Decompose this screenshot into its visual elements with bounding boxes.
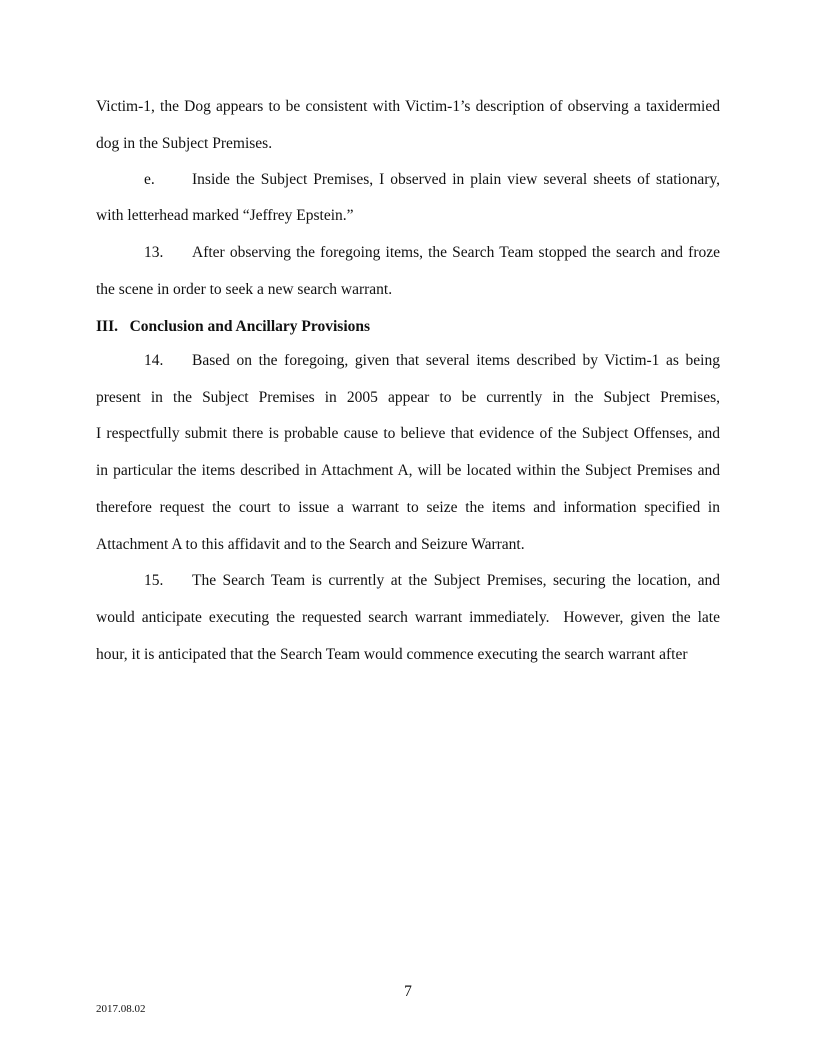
para-15-text: The Search Team is currently at the Subject Premises, securing the location, and xyxy=(192,572,720,589)
para-13-number: 13. xyxy=(144,244,164,261)
page-number: 7 xyxy=(404,983,412,1000)
para-13-text: After observing the foregoing items, the Search Team stopped the search and froze xyxy=(192,244,720,261)
para-14-line-4: in particular the items described in Attachment A, will be located within the Subject Premises and xyxy=(96,462,720,479)
para-15-line-2: would anticipate executing the requested search warrant immediately. However, given the late xyxy=(96,609,720,626)
para-14-line-5: therefore request the court to issue a warrant to seize the items and information specified in xyxy=(96,499,720,516)
para-14-line-1 xyxy=(96,351,720,371)
document-version-code: 2017.08.02 xyxy=(96,1003,146,1015)
item-e-line-2: with letterhead marked “Jeffrey Epstein.” xyxy=(96,207,354,224)
para-15-line-3: hour, it is anticipated that the Search Team would commence executing the search warrant after xyxy=(96,646,688,663)
item-e-label: e. xyxy=(144,171,155,188)
continuation-line-2: dog in the Subject Premises. xyxy=(96,135,273,152)
para-15-number: 15. xyxy=(144,572,164,589)
continuation-line-1: Victim-1, the Dog appears to be consistent with Victim-1’s description of observing a taxidermied xyxy=(96,98,720,115)
para-14-line-6: Attachment A to this affidavit and to the Search and Seizure Warrant. xyxy=(96,536,525,553)
para-14-text: Based on the foregoing, given that several items described by Victim-1 as being xyxy=(192,352,720,369)
para-13-line-2: the scene in order to seek a new search warrant. xyxy=(96,281,393,298)
para-13-line-1 xyxy=(96,243,720,263)
para-14-number: 14. xyxy=(144,352,164,369)
para-14-line-2: present in the Subject Premises in 2005 appear to be currently in the Subject Premises, xyxy=(96,389,720,406)
item-e-line-1 xyxy=(96,170,720,190)
para-15-line-1 xyxy=(96,571,720,591)
section-heading-conclusion: III. Conclusion and Ancillary Provisions xyxy=(96,318,371,335)
item-e-text: Inside the Subject Premises, I observed in plain view several sheets of stationary, xyxy=(192,171,720,188)
para-14-line-3: I respectfully submit there is probable cause to believe that evidence of the Subject Offenses, and xyxy=(96,425,720,442)
